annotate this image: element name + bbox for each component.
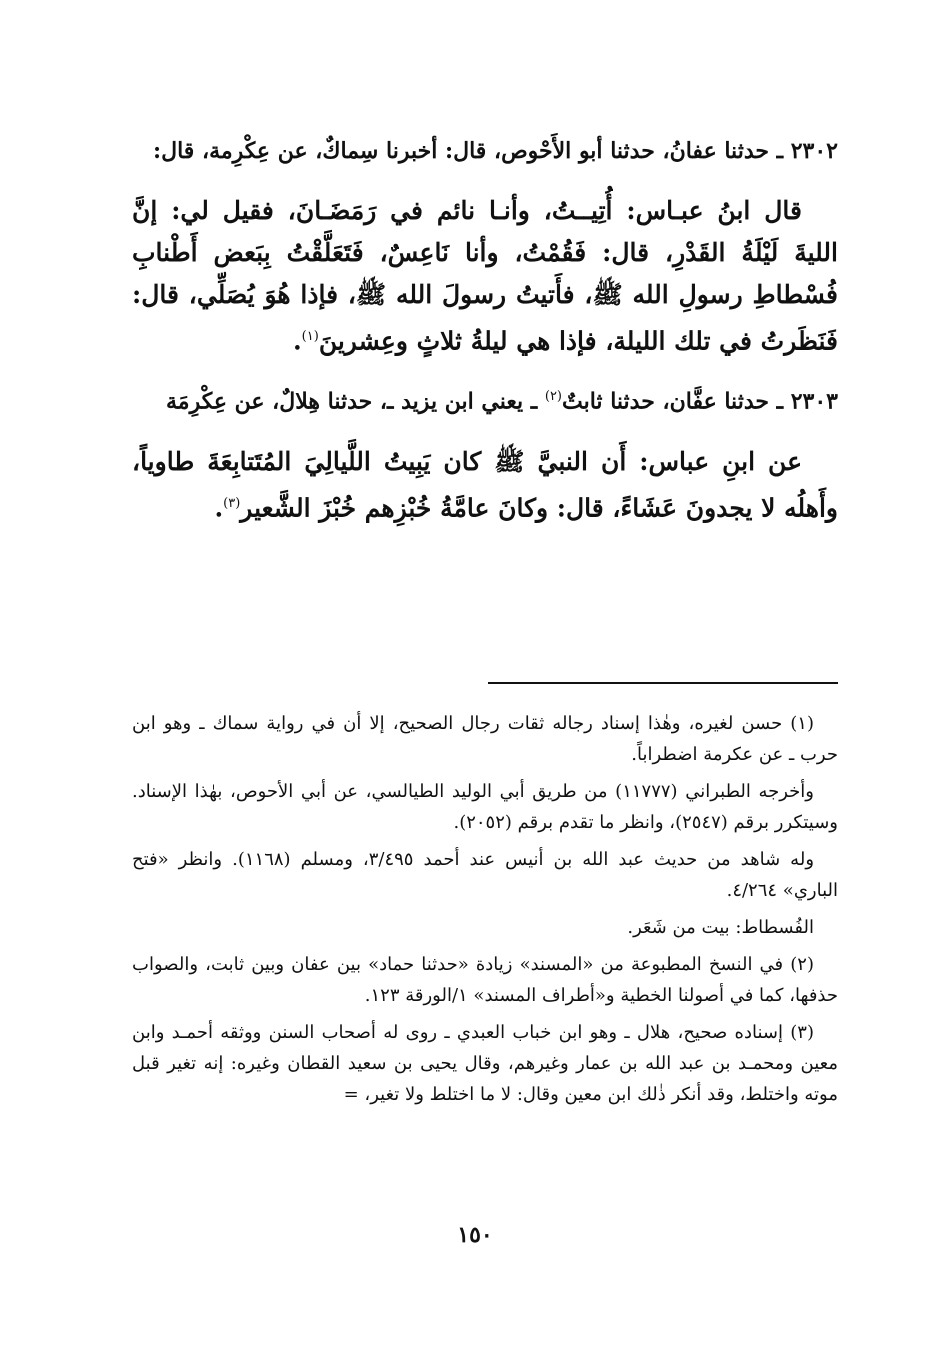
hadith-2303-body: عن ابنِ عباس: أَن النبيَّ ﷺ كان يَبِيتُ اللَّيالِيَ المُتَتابِعَةَ طاوياً، وأَهلُه لا يجدونَ عَشَاءً، قال: وكانَ عامَّةُ خُبْزِهم خُبْزَ الشَّعير	[132, 446, 838, 522]
hadith-2303-chain-a: ٢٣٠٣ ـ حدثنا عفَّان، حدثنا ثابتٌ	[562, 388, 838, 415]
page-number: ١٥٠	[457, 1222, 493, 1248]
hadith-2303-end: .	[214, 492, 224, 522]
footnote-2: (٢) في النسخ المطبوعة من «المسند» زيادة «حدثنا حماد» بين عفان وبين ثابت، والصواب حذفها، كما في أصولنا الخطية و«أطراف المسند» ١/الورقة ١٢٣.	[132, 954, 838, 1006]
hadith-2302-heading	[132, 132, 838, 170]
hadith-2303-chain-b: ـ يعني ابن يزيد ـ، حدثنا هِلالٌ، عن عِكْرِمَة	[166, 388, 545, 415]
footnotes	[132, 708, 838, 1116]
footnote-1: (١) حسن لغيره، وهٰذا إسناد رجاله ثقات رجال الصحيح، إلا أن في رواية سماك ـ وهو ابن حرب ـ عن عكرمة اضطراباً.	[132, 713, 838, 765]
hadith-2302-body: قال ابنُ عبـاس: أُتِيــتُ، وأنـا نائم في رَمَضَـانَ، فقيل لي: إنَّ الليةَ لَيْلَةُ القَدْرِ، قال: فَقُمْتُ، وأنا نَاعِسٌ، فَتَعَلَّقْتُ بِبَعض أَطْنابِ فُسْطاطِ رسولِ الله ﷺ، فأَتيتُ رسولَ الله ﷺ، فإذا هُوَ يُصَلِّي، قال: فَنَظَرتُ في تلك الليلة، فإذا هي ليلةُ ثلاثٍ وعِشرينَ	[132, 196, 838, 356]
hadith-2303-text	[132, 441, 838, 529]
hadith-2303-heading	[132, 378, 838, 420]
hadith-2302-end: .	[292, 326, 302, 356]
footnote-1-cont-a: وأخرجه الطبراني (١١٧٧٧) من طريق أبي الوليد الطيالسي، عن أبي الأحوص، بهٰذا الإسناد. وسيتكرر برقم (٢٥٤٧)، وانظر ما تقدم برقم (٢٠٥٢).	[132, 781, 838, 833]
footnote-1-gloss: الفُسطاط: بيت من شَعَر.	[627, 917, 814, 938]
footnote-divider	[488, 682, 838, 684]
footnote-ref-1[interactable]: (١)	[301, 329, 319, 344]
hadith-2302-text	[132, 190, 838, 362]
footnote-1-cont-b: وله شاهد من حديث عبد الله بن أنيس عند أحمد ٣/٤٩٥، ومسلم (١١٦٨). وانظر «فتح الباري» ٤/٢٦٤.	[132, 849, 838, 901]
footnote-ref-2[interactable]: (٢)	[544, 389, 562, 405]
footnote-3: (٣) إسناده صحيح، هلال ـ وهو ابن خباب العبدي ـ روى له أصحاب السنن ووثقه أحمـد وابن معين ومحمـد بن عبد الله بن عمار وغيرهم، وقال يحيى بن سعيد القطان وغيره: إنه تغير قبل موته واختلط، وقد أنكر ذٰلك ابن معين وقال: لا ما اختلط ولا تغير، =	[132, 1022, 838, 1105]
footnote-ref-3[interactable]: (٣)	[223, 495, 241, 511]
main-text	[132, 132, 838, 535]
hadith-2302-chain: ٢٣٠٢ ـ حدثنا عفانُ، حدثنا أبو الأَحْوص، قال: أخبرنا سِماكٌ، عن عِكْرِمة، قال:	[152, 138, 838, 164]
